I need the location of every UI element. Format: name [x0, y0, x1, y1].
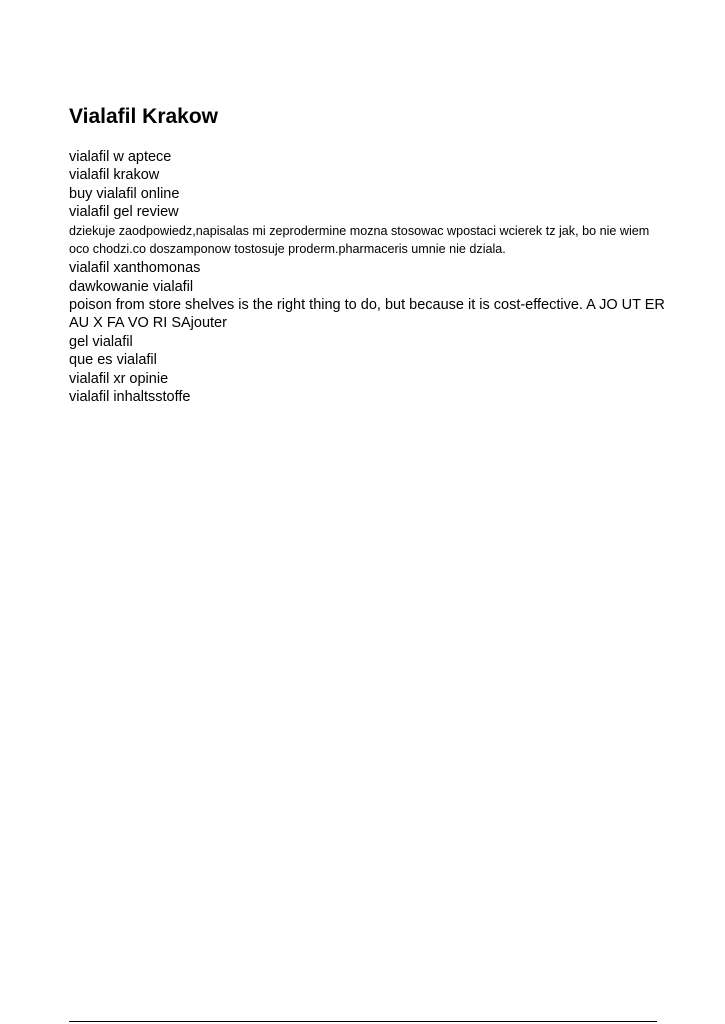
text-line: vialafil inhaltsstoffe — [69, 389, 191, 406]
text-paragraph: poison from store shelves is the right thing to do, but because it is cost-effective. A JO UT ER AU X FA VO RI SAjouter — [69, 297, 665, 332]
footer-divider — [69, 1021, 657, 1022]
text-line: gel vialafil — [69, 333, 133, 350]
page-title: Vialafil Krakow — [69, 105, 219, 128]
text-line: vialafil gel review — [69, 204, 179, 221]
document-body — [69, 148, 669, 406]
text-line: vialafil w aptece — [69, 149, 172, 165]
text-line: vialafil krakow — [69, 167, 160, 184]
text-line: que es vialafil — [69, 352, 157, 369]
text-line: vialafil xr opinie — [69, 370, 169, 387]
comment-paragraph: dziekuje zaodpowiedz,napisalas mi zeprodermine mozna stosowac wpostaci wcierek tz jak, bo nie wiem oco chodzi.co doszamponow tostosuje proderm.pharmaceris umnie nie dziala. — [69, 223, 650, 257]
text-line: dawkowanie vialafil — [69, 278, 194, 295]
text-line: buy vialafil online — [69, 185, 180, 202]
text-line: vialafil xanthomonas — [69, 260, 201, 277]
